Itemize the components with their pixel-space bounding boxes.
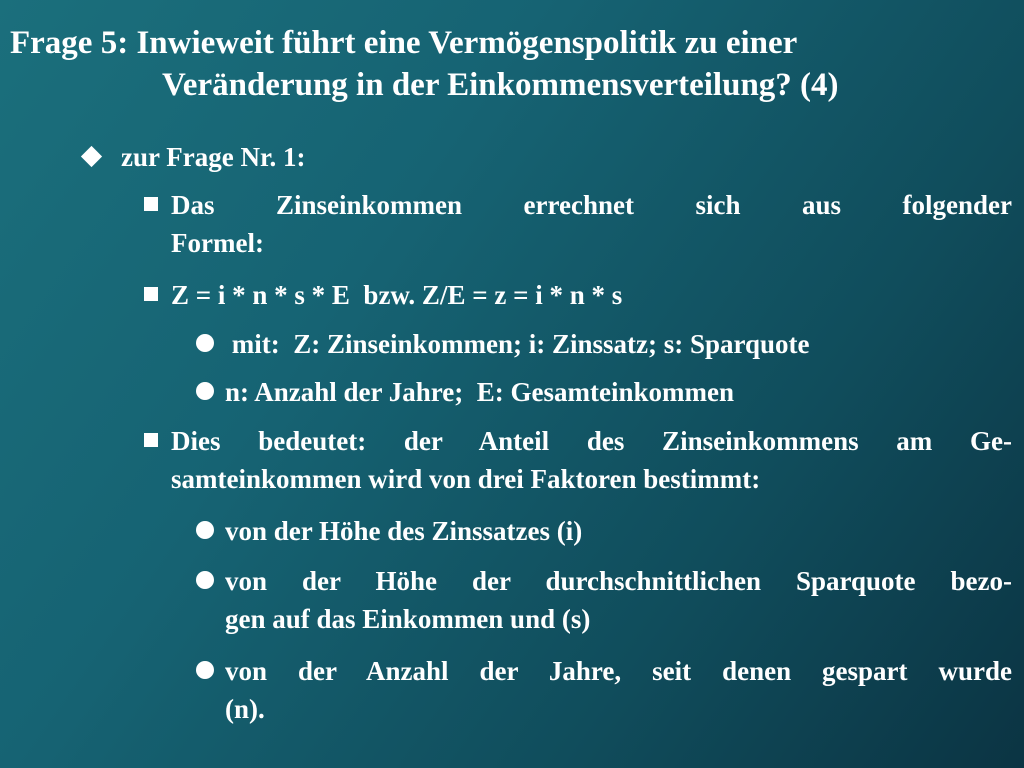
round-bullet-icon: [196, 334, 214, 352]
title-line-2: Veränderung in der Einkommensverteilung? (4): [162, 67, 839, 103]
round-bullet-icon: [196, 382, 214, 400]
list-item-faktor-zinssatz: [196, 512, 1012, 550]
list-item-text: mit: Z: Zinseinkommen; i: Zinssatz; s: Sparquote: [225, 329, 810, 359]
list-item-text: von der Höhe des Zinssatzes (i): [225, 516, 583, 546]
list-item-formel: [144, 276, 1012, 314]
list-item-variables-1: [196, 325, 1012, 363]
round-bullet-icon: [196, 661, 214, 679]
list-item-text: Dies bedeutet: der Anteil des Zinseinkommens am Ge-: [171, 426, 1012, 456]
list-item-text: n: Anzahl der Jahre; E: Gesamteinkommen: [225, 377, 734, 407]
slide-title: [10, 22, 1010, 106]
list-item-text: von der Anzahl der Jahre, seit denen gespart wurde: [225, 656, 1012, 686]
list-item-text: zur Frage Nr. 1:: [121, 142, 306, 172]
list-item-text-cont: Formel:: [171, 228, 264, 258]
round-bullet-icon: [196, 571, 214, 589]
title-line-1: Frage 5: Inwieweit führt eine Vermögenspolitik zu einer: [10, 25, 798, 61]
list-item-text: Das Zinseinkommen errechnet sich aus folgender: [171, 190, 1012, 220]
round-bullet-icon: [196, 521, 214, 539]
list-item-frage-1: [80, 138, 980, 176]
list-item-text-cont: gen auf das Einkommen und (s): [225, 604, 591, 634]
list-item-formel-intro: [144, 186, 1012, 262]
list-item-faktor-sparquote: [196, 562, 1012, 638]
list-item-text-cont: (n).: [225, 694, 265, 724]
diamond-bullet-icon: [80, 145, 102, 167]
list-item-bedeutung: [144, 422, 1012, 498]
list-item-variables-2: [196, 373, 1012, 411]
square-bullet-icon: [144, 197, 158, 211]
square-bullet-icon: [144, 287, 158, 301]
square-bullet-icon: [144, 433, 158, 447]
list-item-text-cont: samteinkommen wird von drei Faktoren bestimmt:: [171, 464, 761, 494]
list-item-text: von der Höhe der durchschnittlichen Sparquote bezo-: [225, 566, 1012, 596]
list-item-text: Z = i * n * s * E bzw. Z/E = z = i * n * s: [171, 280, 623, 310]
list-item-faktor-jahre: [196, 652, 1012, 728]
